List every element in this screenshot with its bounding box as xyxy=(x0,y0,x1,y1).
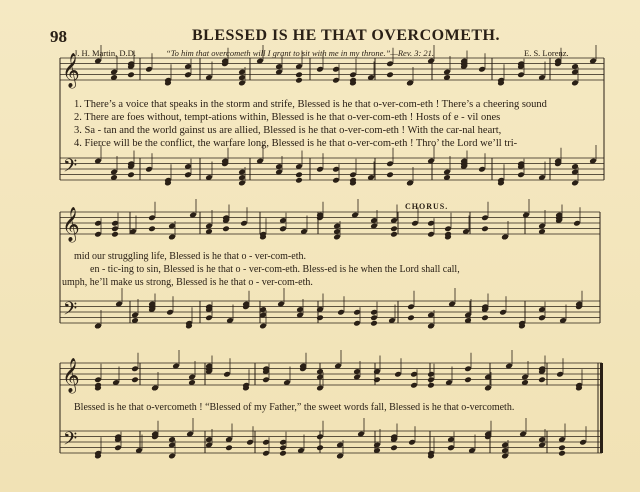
composer-credit: E. S. Lorenz. xyxy=(524,48,569,58)
bass-clef-icon: 𝄢 xyxy=(63,299,78,324)
verse-line-3: 3. Sa - tan and the world gainst us are allied, Blessed is he that o-ver-com-eth ! With the car-nal heart, xyxy=(74,125,502,136)
verse-line-2: 2. There are foes without, tempt-ations within, Blessed is he that o-ver-com-eth ! Hosts of e - vil ones xyxy=(74,112,501,123)
chorus-label: CHORUS. xyxy=(405,202,449,211)
lyricist-credit: J. H. Martin, D.D. xyxy=(74,48,136,58)
system2-lyric-line-2: en - tic-ing to sin, Blessed is he that o - ver-com-eth. Bless-ed is he when the Lord shall call, xyxy=(90,264,460,275)
system2-lyric-line-1: mid our struggling life, Blessed is he that o - ver-com-eth. xyxy=(74,251,306,262)
treble-clef-icon: 𝄞 xyxy=(62,358,80,393)
scripture-epigraph: “To him that overcometh will I grant to sit with me in my throne.”—Rev. 3: 21. xyxy=(166,48,435,58)
page-number: 98 xyxy=(50,27,67,46)
system2-lyric-line-3: umph, he’ll make us strong, Blessed is he that o - ver-com-eth. xyxy=(62,277,313,288)
hymn-title: BLESSED IS HE THAT OVERCOMETH. xyxy=(192,27,500,44)
verse-line-4: 4. Fierce will be the conflict, the warfare long, Blessed is he that o-ver-com-eth ! Thro’ the Lord we’ll tri- xyxy=(74,138,518,149)
system3-lyric-line: Blessed is he that o-vercometh ! “Blessed of my Father,” the sweet words fall, Blessed is he that o-vercometh. xyxy=(74,402,515,413)
treble-clef-icon: 𝄞 xyxy=(62,53,80,88)
bass-clef-icon: 𝄢 xyxy=(63,429,78,454)
bass-clef-icon: 𝄢 xyxy=(63,156,78,181)
treble-clef-icon: 𝄞 xyxy=(62,207,80,242)
verse-line-1: 1. There’s a voice that speaks in the storm and strife, Blessed is he that o-ver-com-eth ! There’s a cheering sound xyxy=(74,99,547,110)
